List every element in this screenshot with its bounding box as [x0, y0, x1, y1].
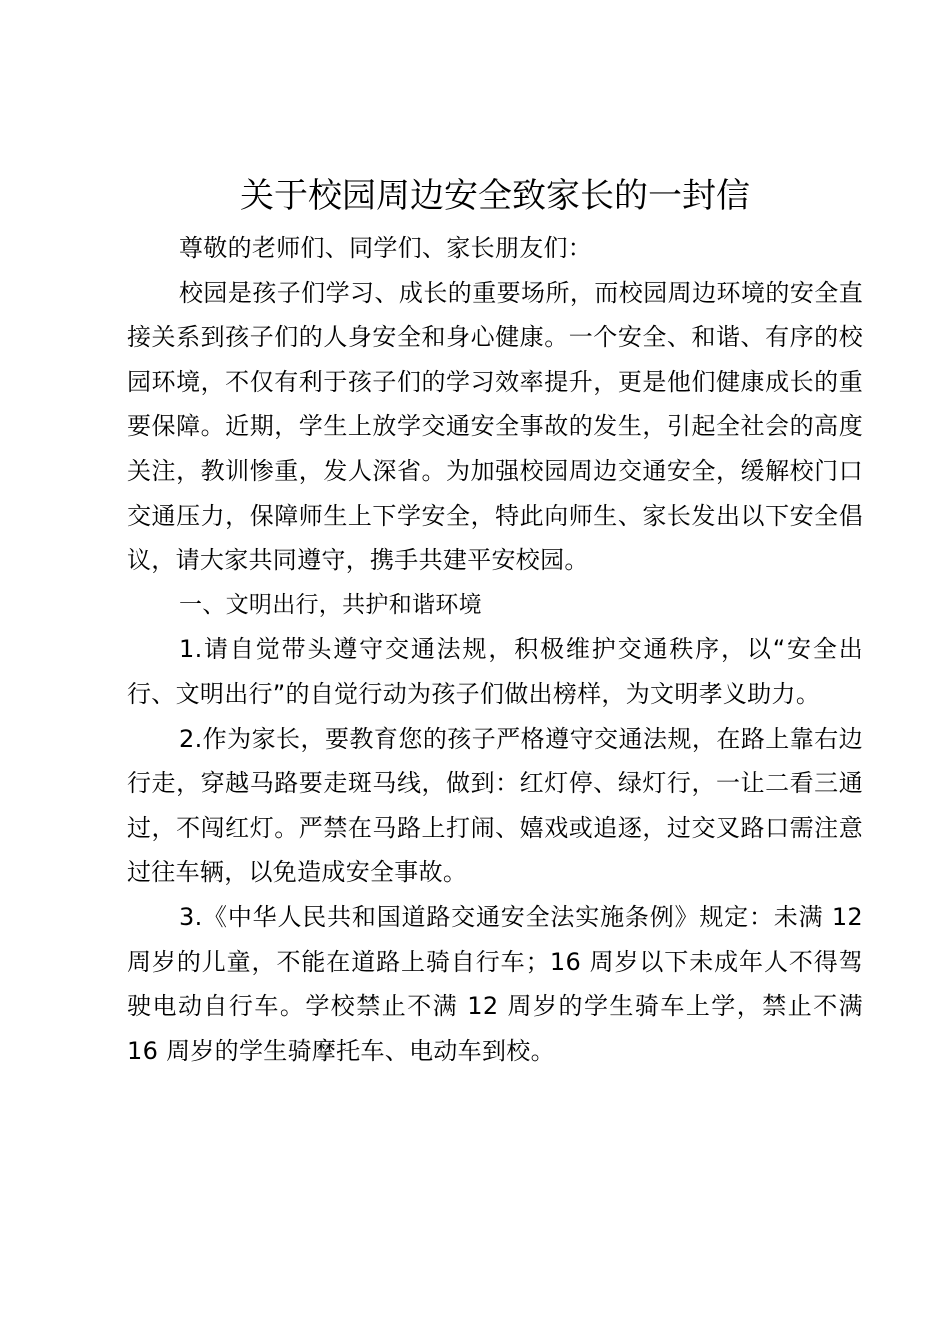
intro-paragraph: 校园是孩子们学习、成长的重要场所，而校园周边环境的安全直接关系到孩子们的人身安全和身心健康。一个安全、和谐、有序的校园环境，不仅有利于孩子们的学习效率提升，更是他们健康成长的重要保障。近期，学生上放学交通安全事故的发生，引起全社会的高度关注，教训惨重，发人深省。为加强校园周边交通安全，缓解校门口交通压力，保障师生上下学安全，特此向师生、家长发出以下安全倡议，请大家共同遵守，携手共建平安校园。	[127, 278, 863, 575]
document-title: 关于校园周边安全致家长的一封信	[240, 176, 750, 216]
section-heading-1: 一、文明出行，共护和谐环境	[179, 591, 482, 618]
item-paragraph-2: 2.作为家长，要教育您的孩子严格遵守交通法规，在路上靠右边行走，穿越马路要走斑马线，做到：红灯停、绿灯行，一让二看三通过，不闯红灯。严禁在马路上打闹、嬉戏或追逐，过交叉路口需注意过往车辆，以免造成安全事故。	[127, 724, 863, 887]
salutation: 尊敬的老师们、同学们、家长朋友们：	[179, 234, 593, 262]
item-paragraph-3: 3.《中华人民共和国道路交通安全法实施条例》规定：未满 12 周岁的儿童，不能在道路上骑自行车；16 周岁以下未成年人不得驾驶电动自行车。学校禁止不满 12 周岁的学生骑车上学，禁止不满 16 周岁的学生骑摩托车、电动车到校。	[127, 902, 863, 1065]
item-paragraph-1: 1.请自觉带头遵守交通法规，积极维护交通秩序，以“安全出行、文明出行”的自觉行动为孩子们做出榜样，为文明孝义助力。	[127, 635, 863, 708]
document-page	[127, 172, 863, 1073]
